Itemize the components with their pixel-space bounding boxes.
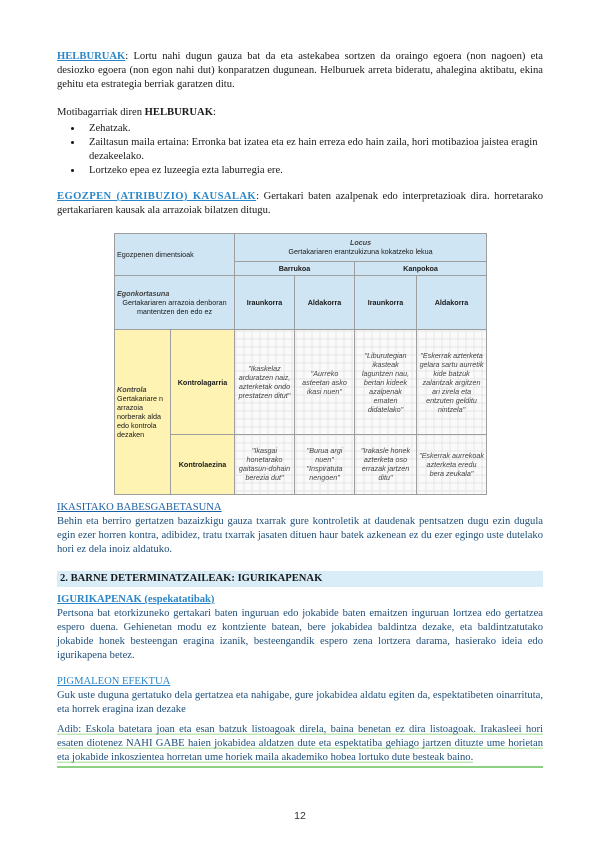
aldakorra-header-1: Aldakorra: [295, 276, 355, 330]
pigmaleon-heading: [57, 675, 543, 689]
table-cell: "Aurreko asteetan asko ikasi nuen": [295, 330, 355, 435]
pigmaleon-example: [57, 723, 543, 768]
kanpokoa-header: Kanpokoa: [355, 261, 487, 276]
locus-title: Locus: [349, 238, 372, 248]
ikasitako-heading: [57, 501, 543, 515]
igurikapenak-heading: [57, 593, 543, 607]
pigmaleon-text: Guk uste duguna gertatuko dela gertatzea eta nahigabe, gure jokabidea aldatu egiten da, espektatibeten oinarrituta, eta horrek eragina izan dezake: [57, 690, 543, 715]
aldakorra-header-2: Aldakorra: [417, 276, 487, 330]
egozpen-text: : Gertakari baten azalpenak edo interpretazioak dira. horretarako gertakariaren kausak ala arrazoiak bilatzen ditugu.: [57, 191, 543, 216]
table-cell: "Irakasle honek azterketa oso errazak jartzen ditu": [355, 434, 417, 494]
list-item: • Lortzeko epea ez luzeegia ezta laburregia ere.: [83, 164, 543, 178]
egonkortasuna-header: [115, 276, 235, 330]
egozpen-paragraph: [57, 190, 543, 218]
page-number: 12: [294, 810, 306, 822]
kontrola-header: [115, 330, 171, 495]
helburuak-term: HELBURUAK: [57, 51, 126, 62]
helburuak-paragraph: [57, 50, 543, 92]
kontrolagarria-header: Kontrolagarria: [171, 330, 235, 435]
motibagarriak-intro-text: Motibagarriak diren: [57, 107, 145, 118]
dimentsioak-header: Egozpenen dimentsioak: [115, 234, 235, 276]
helburuak-text: : Lortu nahi dugun gauza bat da eta astekabea sortzen da oraingo egoera (non nagoen) eta desiozko egoera (non egon nahi dut) konparatzen dugunean. Helburuek arreta bideratu, ahalegina aktibatu, ekina gehitu eta estrategia berriak garatzen ditu.: [57, 51, 543, 90]
pigmaleon-example-text: Adib: Eskola batetara joan eta esan batzuk listoagoak direla, baina benetan ez dira listoagoak. Irakasleei hori esaten diotenez NAHI GABE haien jokabidea aldatzen dute eta espektatiba gehiago jartzen dituzte ume horietan eta jokabide inkoszientea horretan ume horiek maila akademiko hobea lortuko dute besteak baino.: [57, 724, 543, 763]
egozpen-term: EGOZPEN (ATRIBUZIO) KAUSALAK: [57, 191, 257, 202]
egonkortasuna-desc: Gertakariaren arrazoia denboran mantentzen den edo ez: [122, 298, 227, 317]
igurikapenak-text: Pertsona bat etorkizuneko gertakari baten inguruan edo jokabide baten emaitzen inguruan lortzea edo gertatzea espero duena. Gehienetan modu ez kontziente batean, bere jokabidea baldintza dezake, eta baldintzatutako jokabide honek besteengan eragina izanik, besteengandik espero zena lortzera darama, hasierako ideia edo igurikapena betez.: [57, 608, 543, 661]
ikasitako-term: IKASITAKO BABESGABETASUNA: [57, 502, 222, 513]
list-item: • Zailtasun maila ertaina: Erronka bat izatea eta ez hain erreza edo hain zaila, hori motibazioa jaistea eragin dezakeelako.: [83, 136, 543, 164]
pigmaleon-term: PIGMALEON EFEKTUA: [57, 676, 171, 687]
table-cell: "Eskerrak aurrekoak azterketa eredu bera zeukala": [417, 434, 487, 494]
kontrolaezina-header: Kontrolaezina: [171, 434, 235, 494]
barrukoa-header: Barrukoa: [235, 261, 355, 276]
table-cell: "Liburutegian ikasteak laguntzen nau, bertan kideek azalpenak ematen didatelako": [355, 330, 417, 435]
attribution-table: [114, 233, 487, 495]
igurikapenak-term: IGURIKAPENAK (espekatatibak): [57, 594, 215, 605]
motibagarriak-list: [57, 122, 543, 178]
motibagarriak-intro: [57, 106, 543, 120]
list-item: • Zehatzak.: [83, 122, 543, 136]
table-cell: "Ikaskelaz arduratzen naiz, azterketak ondo prestatzen ditut": [235, 330, 295, 435]
iraunkorra-header-2: Iraunkorra: [355, 276, 417, 330]
attribution-table-image: [114, 233, 486, 495]
table-cell: "Eskerrak azterketa gelara sartu aurretik kide batzuk zalantzak argitzen ari zirela eta entzuten gelditu nintzela": [417, 330, 487, 435]
locus-header: [235, 234, 487, 262]
iraunkorra-header-1: Iraunkorra: [235, 276, 295, 330]
locus-subtitle: Gertakariaren erantzukizuna kokatzeko lekua: [288, 247, 433, 257]
kontrola-title: Kontrola: [117, 385, 147, 395]
document-page: [57, 50, 543, 218]
document-page-lower: [57, 501, 543, 768]
table-cell: "Burua argi nuen" "Inspiratuta nengoen": [295, 434, 355, 494]
section-2-title: 2. BARNE DETERMINATZAILEAK: IGURIKAPENAK: [57, 571, 543, 587]
egonkortasuna-title: Egonkortasuna: [117, 289, 170, 299]
kontrola-desc: Gertakariare n arrazoia norberak alda edo kontrola dezaken: [117, 394, 163, 440]
ikasitako-text: Behin eta berriro gertatzen bazaizkigu gauza txarrak gure kontroletik at daudenak pentsatzen dugu ezin dugula egin ezer horren kontra, adibidez, tratu txarrak jasaten dituen haur batek azkenean ez du ezer egingo uste dutelako hori ez dela inoiz aldatuko.: [57, 516, 543, 555]
table-cell: "Ikasgai honetarako gaitasun-dohain berezia dut": [235, 434, 295, 494]
motibagarriak-intro-colon: :: [212, 107, 216, 118]
motibagarriak-intro-bold: HELBURUAK: [144, 107, 213, 118]
